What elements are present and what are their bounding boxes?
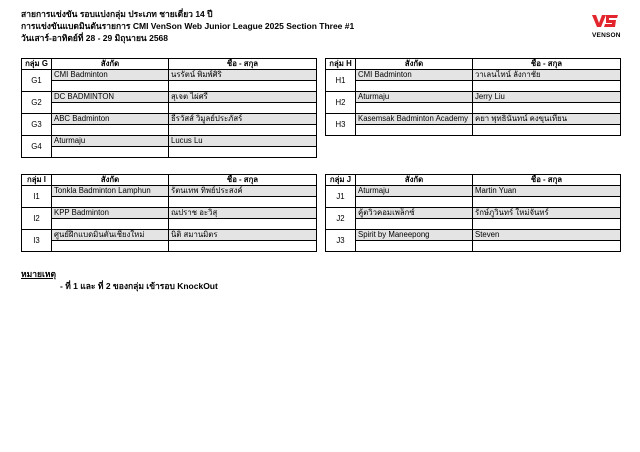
player-name-cell: Steven (473, 230, 621, 241)
player-name-cell: นิติ สมานมิตร (169, 230, 317, 241)
club-cell: Aturmaju (356, 186, 473, 197)
club-header: สังกัด (52, 175, 169, 186)
group-header: กลุ่ม J (326, 175, 356, 186)
player-name-cell: รักษ์ภูวินทร์ ใหม่จันทร์ (473, 208, 621, 219)
name-header: ชื่อ - สกุล (169, 175, 317, 186)
player-name-cell: นรรัตน์ พิมพ์ศิริ (169, 70, 317, 81)
table-row (326, 92, 621, 103)
table-row (22, 81, 317, 92)
club-cell: ABC Badminton (52, 114, 169, 125)
table-row (326, 208, 621, 219)
group-header: กลุ่ม H (326, 59, 356, 70)
club-cell: CMI Badminton (356, 70, 473, 81)
club-cell: CMI Badminton (52, 70, 169, 81)
club-cell (52, 219, 169, 230)
group-id: J1 (326, 186, 356, 208)
club-cell: Spirit by Maneepong (356, 230, 473, 241)
player-name-cell (473, 241, 621, 252)
player-name-cell (169, 103, 317, 114)
player-name-cell (473, 125, 621, 136)
club-cell (356, 219, 473, 230)
player-name-cell: Lucus Lu (169, 136, 317, 147)
table-row (22, 70, 317, 81)
table-row (22, 186, 317, 197)
club-cell (356, 125, 473, 136)
player-name-cell (473, 197, 621, 208)
player-name-cell: Martin Yuan (473, 186, 621, 197)
table-row (326, 114, 621, 125)
table-row (326, 125, 621, 136)
player-name-cell: วาเลนไทน์ ลังกาชัย (473, 70, 621, 81)
club-cell (52, 103, 169, 114)
table-row (326, 186, 621, 197)
club-cell: Kasemsak Badminton Academy (356, 114, 473, 125)
event-name: การแข่งขันแบดมินตันรายการ CMI VenSon Web Junior League 2025 Section Three #1 (21, 21, 355, 31)
table-row (326, 70, 621, 81)
group-header: กลุ่ม G (22, 59, 52, 70)
table-row (22, 219, 317, 230)
table-row (326, 241, 621, 252)
club-cell: Aturmaju (52, 136, 169, 147)
player-name-cell (169, 197, 317, 208)
player-name-cell: Jerry Liu (473, 92, 621, 103)
club-cell (52, 81, 169, 92)
name-header: ชื่อ - สกุล (473, 175, 621, 186)
club-cell (52, 241, 169, 252)
group-table-j (325, 174, 621, 252)
group-id: G3 (22, 114, 52, 136)
group-id: H1 (326, 70, 356, 92)
player-name-cell (473, 81, 621, 92)
table-row (22, 136, 317, 147)
player-name-cell (169, 125, 317, 136)
club-cell: Aturmaju (356, 92, 473, 103)
player-name-cell: สุเจต ไผ่ศรี (169, 92, 317, 103)
group-id: I3 (22, 230, 52, 252)
table-row (22, 230, 317, 241)
player-name-cell (169, 241, 317, 252)
table-row (22, 125, 317, 136)
group-id: H3 (326, 114, 356, 136)
player-name-cell (169, 219, 317, 230)
group-header: กลุ่ม I (22, 175, 52, 186)
group-table-i (21, 174, 317, 252)
name-header: ชื่อ - สกุล (169, 59, 317, 70)
table-row (22, 103, 317, 114)
table-row (22, 197, 317, 208)
venson-logo-icon (592, 14, 618, 28)
name-header: ชื่อ - สกุล (473, 59, 621, 70)
group-table-g (21, 58, 317, 158)
group-id: G4 (22, 136, 52, 158)
club-cell: ศูนย์ฝึกแบดมินตันเชียงใหม่ (52, 230, 169, 241)
player-name-cell: คยา พุทธินันทน์ คงขุนเทียน (473, 114, 621, 125)
club-cell (52, 147, 169, 158)
group-id: I2 (22, 208, 52, 230)
club-cell (356, 241, 473, 252)
club-cell: DC BADMINTON (52, 92, 169, 103)
club-cell (356, 103, 473, 114)
club-cell (52, 125, 169, 136)
player-name-cell (169, 147, 317, 158)
club-cell (356, 197, 473, 208)
group-table-h (325, 58, 621, 136)
table-row (326, 81, 621, 92)
player-name-cell: รัตนเทพ ทิพย์ประสงค์ (169, 186, 317, 197)
table-row (22, 92, 317, 103)
group-id: J3 (326, 230, 356, 252)
group-id: I1 (22, 186, 52, 208)
club-cell (356, 81, 473, 92)
player-name-cell (473, 103, 621, 114)
table-row (22, 241, 317, 252)
group-id: J2 (326, 208, 356, 230)
notes-text: - ที่ 1 และ ที่ 2 ของกลุ่ม เข้ารอบ KnockOut (60, 281, 218, 291)
table-row (22, 147, 317, 158)
group-id: G1 (22, 70, 52, 92)
group-id: G2 (22, 92, 52, 114)
table-row (326, 230, 621, 241)
title-line: สายการแข่งขัน รอบแบ่งกลุ่ม ประเภท ชายเดี่ยว 14 ปี (21, 9, 213, 19)
player-name-cell (169, 81, 317, 92)
club-header: สังกัด (52, 59, 169, 70)
club-cell: KPP Badminton (52, 208, 169, 219)
table-row (22, 208, 317, 219)
table-row (22, 114, 317, 125)
club-header: สังกัด (356, 59, 473, 70)
group-id: H2 (326, 92, 356, 114)
player-name-cell: ณปราช อะวิสุ (169, 208, 317, 219)
event-date: วันเสาร์-อาทิตย์ที่ 28 - 29 มิถุนายน 2568 (21, 33, 169, 43)
player-name-cell: ธีรวัสส์ วิมูลย์ประภัสร์ (169, 114, 317, 125)
notes-title: หมายเหตุ (21, 269, 56, 279)
table-row (326, 103, 621, 114)
brand-name: VENSON (592, 32, 621, 39)
club-cell: คู้ตวิวคอมเพล็กซ์ (356, 208, 473, 219)
club-cell (52, 197, 169, 208)
club-header: สังกัด (356, 175, 473, 186)
player-name-cell (473, 219, 621, 230)
table-row (326, 197, 621, 208)
table-row (326, 219, 621, 230)
club-cell: Tonkla Badminton Lamphun (52, 186, 169, 197)
